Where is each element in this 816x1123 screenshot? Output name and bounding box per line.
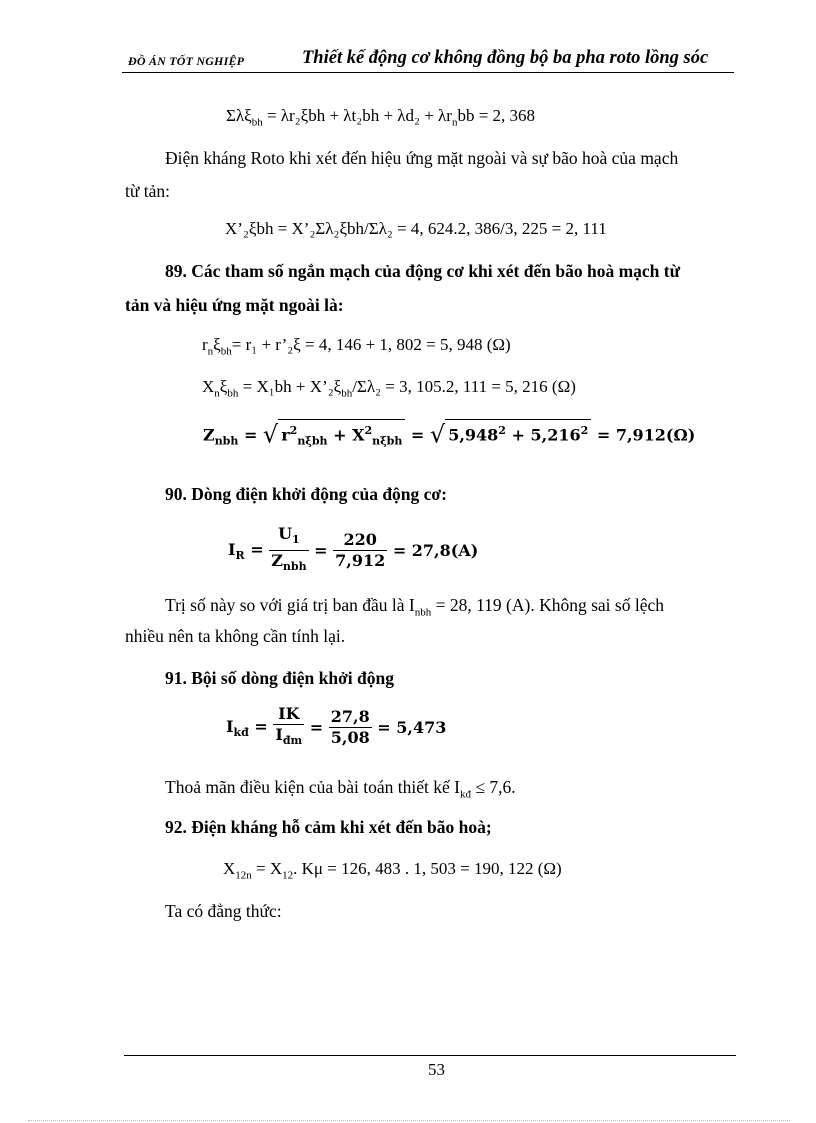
section-heading-89: 89. Các tham số ngắn mạch của động cơ khi xét đến bão hoà mạch từ [165,261,681,281]
footer-divider [124,1055,736,1056]
section-heading-92: 92. Điện kháng hỗ cảm khi xét đến bão hoà; [165,817,492,837]
formula-ir: $I_R$ = $\frac{U_1}{Z_{nbh}}$ = $\frac{220}{7,912}$ = 27,8(A) [228,524,479,574]
page-number: 53 [428,1060,445,1079]
paragraph-line: Trị số này so với giá trị ban đầu là $I_{nbh} = 28$, 119 (A). Không sai số lệch [165,595,665,619]
section-heading-89-cont: tản và hiệu ứng mặt ngoài là: [125,295,344,315]
header-left: ĐỒ ÁN TỐT NGHIỆP [128,54,245,68]
formula-znbh: $Z_{nbh}$ = √ $r^2_{n\xi bh} + X^2_{n\xi bh}$ = √ $5,948^2 + 5,216^2 = 7,912(\Omega)$ [203,419,695,453]
section-heading-90: 90. Dòng điện khởi động của động cơ: [165,484,447,504]
header-divider [122,72,734,73]
equation-sum-lambda: $\Sigma\lambda\xi_{bh} = \lambda r_2\xi bh + \lambda t_2bh + \lambda d_2 + \lambda r_nbb = 2$, 368 [226,106,536,129]
paragraph-line: nhiều nên ta không cần tính lại. [125,626,346,646]
equation-x12n: $X_{12n} = X_{12}$. Kμ = 126, 483 . 1, 503 = 190, 122 (Ω) [223,859,562,882]
equation-xn: $X_n\xi_{bh} = X_1bh$ + $X’_2\xi_{bh}$/Σλ₂ = 3, 105.2, 111 = 5, 216 (Ω) [202,377,576,400]
formula-ikd: $I_{kđ}$ = $\frac{IK}{I_{đm}}$ = $\frac{27,8}{5,08}$ = 5,473 [226,704,447,748]
section-heading-91: 91. Bội số dòng điện khởi động [165,668,395,688]
equation-rn: $r_n\xi_{bh}= r_1$ + r’₂ξ = 4, 146 + 1, 802 = 5, 948 (Ω) [202,335,511,358]
sqrt-icon: √ [262,420,279,449]
paragraph-line: Điện kháng Roto khi xét đến hiệu ứng mặt ngoài và sự bão hoà của mạch [165,148,679,168]
header-title: Thiết kế động cơ không đồng bộ ba pha roto lồng sóc [302,48,709,68]
equation-x2: X’₂ξbh = X’₂Σλ₂ξbh/Σλ₂ = 4, 624.2, 386/3, 225 = 2, 111 [225,219,607,238]
paragraph-line: từ tản: [125,181,170,201]
page-edge-dots [28,1120,790,1121]
paragraph-line: Thoả mãn điều kiện của bài toán thiết kế $I_{kđ} \le 7,6$. [165,777,516,801]
paragraph-line: Ta có đẳng thức: [165,901,282,921]
sqrt-icon: √ [429,420,446,449]
